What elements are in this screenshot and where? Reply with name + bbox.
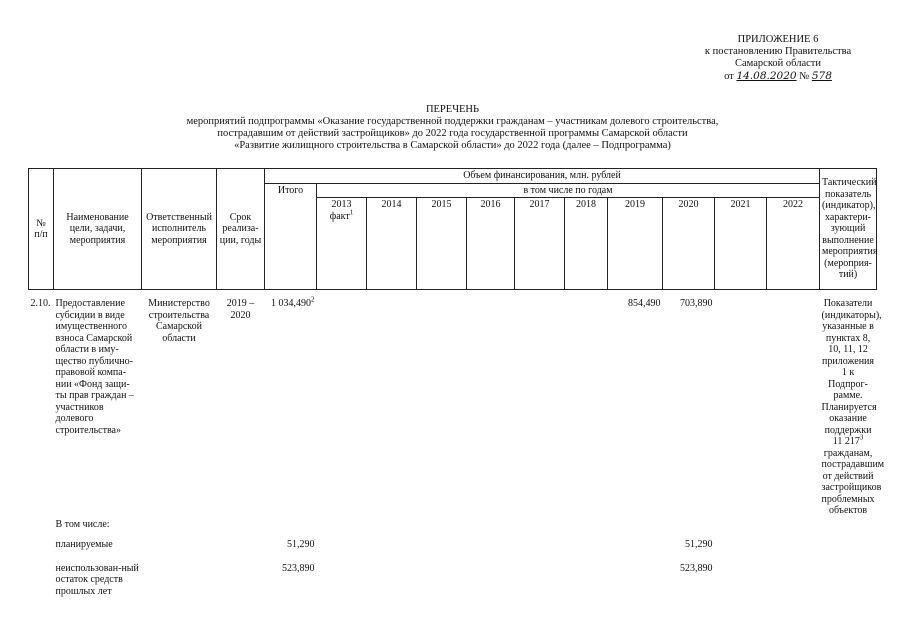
col-year-2021-header: 2021	[715, 198, 767, 290]
title-line-2: пострадавшим от действий застройщиков» до 2022 года государственной программы Самарской области	[217, 128, 688, 139]
col-executor-header: Ответственный исполнитель мероприятия	[142, 169, 217, 290]
col-period-header: Срок реализа-ции, годы	[217, 169, 265, 290]
table-row	[29, 538, 877, 562]
year-2013-label: 2013	[331, 199, 352, 210]
fact-label: факт$^1$	[329, 208, 354, 222]
row-period: 2019 – 2020	[226, 298, 255, 321]
measures-table	[28, 168, 885, 612]
col-year-2020-header: 2020	[663, 198, 715, 290]
row-total: 1 034,490$^2$	[271, 295, 315, 309]
col-year-2013-header	[317, 198, 367, 290]
unused-2020: 523,890	[680, 562, 713, 574]
table-row	[29, 290, 877, 518]
document-title	[0, 104, 905, 152]
appendix-date-line	[693, 70, 863, 83]
resolution-date: 14.08.2020	[736, 70, 797, 82]
table-row	[29, 562, 877, 612]
row-2020: 703,890	[680, 298, 713, 309]
appendix-resolution: к постановлению Правительства	[704, 46, 852, 57]
row-name: Предоставление субсидии в виде имущественного взноса Самарской области в иму-щество публично-правовой компа-нии «Фонд защи-ты прав граждан – участников долевого строительства»	[55, 298, 134, 436]
title-line-3: «Развитие жилищного строительства в Самарской области» до 2022 года (далее – Подпрограмма)	[234, 140, 671, 151]
date-prefix: от	[724, 71, 734, 82]
unused-label: неиспользован-ный остаток средств прошлых лет	[55, 562, 139, 597]
row-indicator: Показатели (индикаторы), указанные в пунктах 8, 10, 11, 12 приложения 1 к Подпрог-рамме. Планируется оказание поддержки 11 $217^3$ гражданам, пострадавшим от действий застройщиков проблемных объектов	[821, 298, 885, 516]
col-num-header: № п/п	[29, 169, 54, 290]
appendix-region: Самарской области	[735, 58, 821, 69]
by-years-header: в том числе по годам	[317, 183, 820, 198]
row-2019: 854,490	[628, 298, 661, 309]
planned-total: 51,290	[287, 538, 315, 550]
resolution-number: 578	[811, 70, 832, 82]
planned-2020: 51,290	[685, 538, 713, 550]
row-num: 2.10.	[30, 298, 51, 309]
number-prefix: №	[799, 71, 810, 82]
col-year-2015-header: 2015	[417, 198, 467, 290]
col-total-header: Итого	[265, 183, 317, 290]
col-year-2018-header: 2018	[565, 198, 608, 290]
col-year-2016-header: 2016	[467, 198, 515, 290]
including-label: В том числе:	[55, 518, 110, 530]
title-line-1: мероприятий подпрограммы «Оказание государственной поддержки гражданам – участникам долевого строительства,	[186, 116, 719, 127]
col-year-2017-header: 2017	[515, 198, 565, 290]
indicator-number: 11 $217^3$	[832, 433, 864, 447]
unused-total: 523,890	[282, 562, 315, 574]
col-name-header: Наименование цели, задачи, мероприятия	[54, 169, 142, 290]
title-heading: ПЕРЕЧЕНЬ	[425, 104, 480, 115]
col-indicator-header: Тактический показатель (индикатор), характери-зующий выполнение мероприятия (мероприя-тий)	[820, 169, 877, 290]
funding-header: Объем финансирования, млн. рублей	[265, 169, 820, 184]
col-year-2022-header: 2022	[767, 198, 820, 290]
appendix-block	[693, 34, 863, 83]
planned-label: планируемые	[55, 538, 113, 550]
row-executor: Министерство строительства Самарской области	[148, 298, 210, 344]
col-year-2019-header: 2019	[608, 198, 663, 290]
appendix-title: ПРИЛОЖЕНИЕ 6	[737, 34, 819, 45]
subtotal-label-row	[29, 518, 877, 538]
col-year-2014-header: 2014	[367, 198, 417, 290]
